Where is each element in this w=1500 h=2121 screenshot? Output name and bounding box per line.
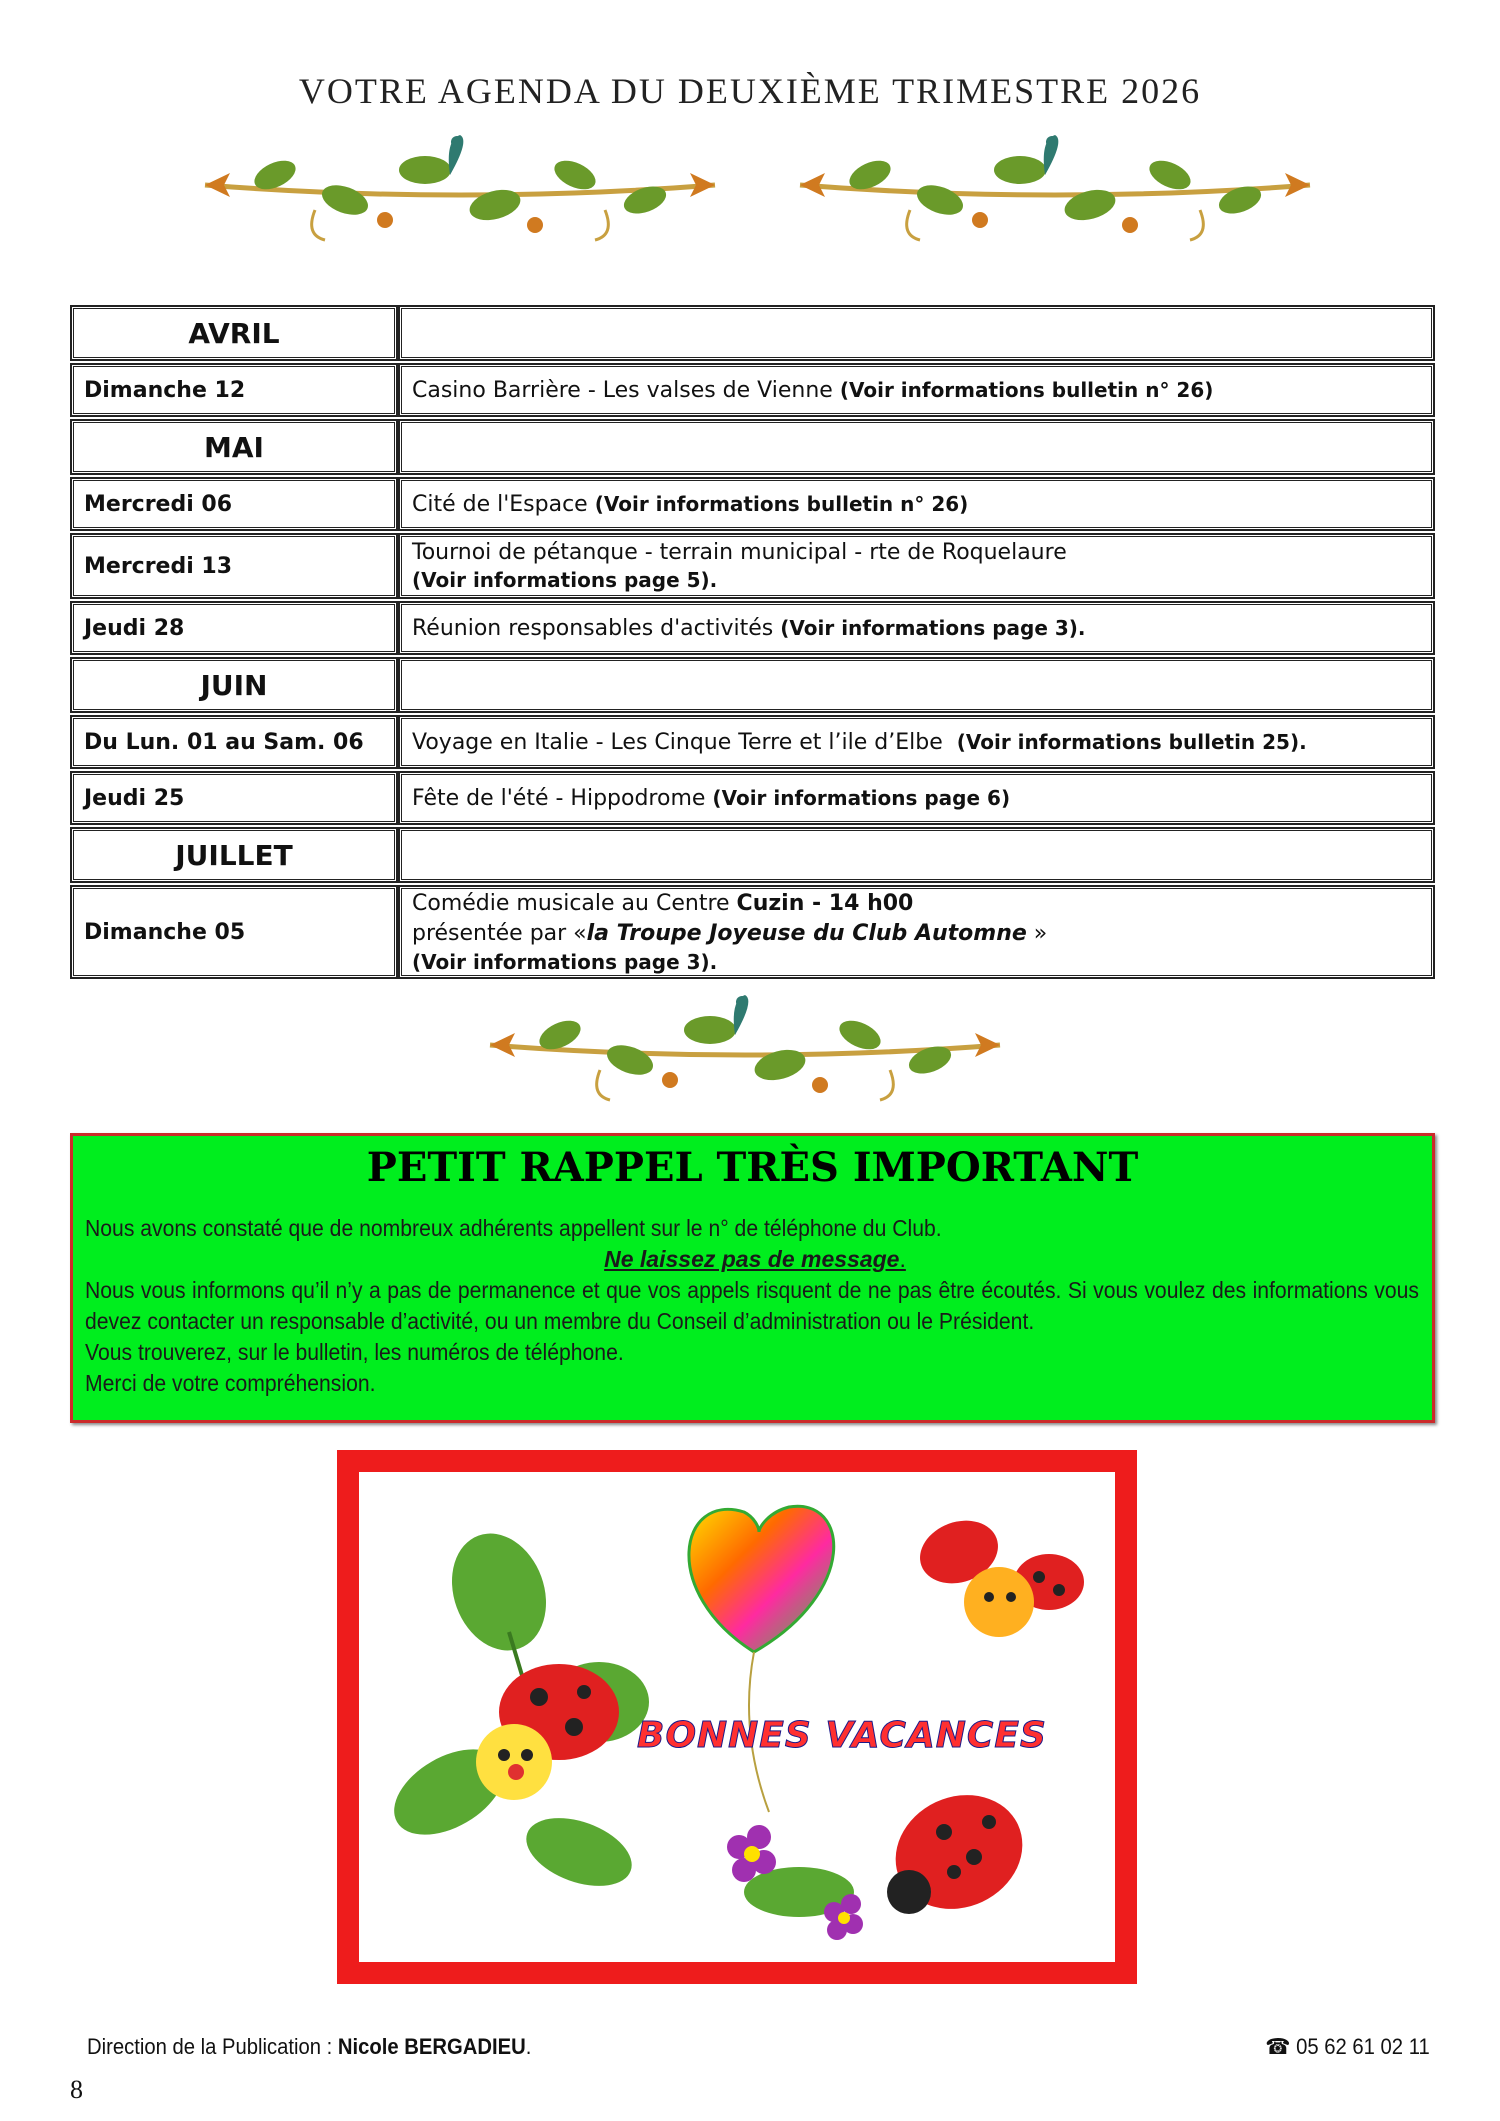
event-ref: (Voir informations page 3). — [780, 615, 1086, 640]
month-label: MAI — [70, 419, 398, 475]
reminder-warning-end: . — [899, 1246, 906, 1272]
table-row — [70, 771, 1435, 825]
event-ref: (Voir informations bulletin 25). — [956, 729, 1307, 754]
event-line-2 — [412, 919, 1421, 949]
vacances-illustration — [337, 1450, 1137, 1984]
garland-left-ornament — [195, 130, 725, 260]
heart-balloon-icon — [689, 1506, 834, 1652]
event-date: Jeudi 25 — [70, 771, 398, 825]
event-text: Casino Barrière - Les valses de Vienne — [412, 377, 833, 403]
event-description — [398, 771, 1435, 825]
month-row-mai — [70, 419, 1435, 475]
event-venue-time: Cuzin - 14 h00 — [736, 891, 914, 916]
garland-right-ornament — [790, 130, 1320, 260]
event-text: présentée par « — [412, 921, 587, 946]
event-ref: (Voir informations bulletin n° 26) — [594, 491, 969, 516]
event-description — [398, 363, 1435, 417]
event-date: Du Lun. 01 au Sam. 06 — [70, 715, 398, 769]
month-row-avril — [70, 305, 1435, 361]
event-text: Comédie musicale au Centre — [412, 891, 737, 916]
event-troupe-name: la Troupe Joyeuse du Club Automne — [586, 921, 1027, 946]
event-description — [398, 885, 1435, 979]
footer-director-name: Nicole BERGADIEU — [337, 2034, 526, 2059]
event-date: Mercredi 06 — [70, 477, 398, 531]
footer-phone — [1266, 2034, 1430, 2060]
event-description — [398, 477, 1435, 531]
reminder-box — [70, 1133, 1435, 1423]
flower-cluster-icon — [727, 1825, 863, 1940]
event-text: Réunion responsables d'activités — [412, 615, 774, 641]
ladybug-bottom-right-icon — [877, 1775, 1041, 1930]
event-description — [398, 533, 1435, 599]
vacances-inner — [359, 1472, 1115, 1962]
reminder-warning — [85, 1244, 1425, 1275]
month-label: JUIN — [70, 657, 398, 713]
month-filler — [398, 827, 1435, 883]
event-ref: (Voir informations bulletin n° 26) — [839, 377, 1214, 402]
reminder-paragraph-4: Vous trouverez, sur le bulletin, les numéros de téléphone. — [85, 1339, 624, 1365]
event-line-1 — [412, 889, 1421, 919]
footer-phone-number: 05 62 61 02 11 — [1296, 2034, 1430, 2059]
reminder-paragraph-1: Nous avons constaté que de nombreux adhérents appellent sur le n° de téléphone du Club. — [85, 1215, 942, 1241]
table-row — [70, 477, 1435, 531]
event-text: Voyage en Italie - Les Cinque Terre et l’ile d’Elbe — [412, 729, 943, 755]
ladybug-top-right-icon — [911, 1510, 1084, 1637]
garland-center-ornament — [480, 990, 1010, 1120]
telephone-icon: ☎ — [1265, 2034, 1291, 2059]
table-row — [70, 715, 1435, 769]
table-row — [70, 533, 1435, 599]
month-label: JUILLET — [70, 827, 398, 883]
table-row — [70, 885, 1435, 979]
reminder-heading: PETIT RAPPEL TRÈS IMPORTANT — [366, 1144, 1139, 1191]
event-date: Dimanche 05 — [70, 885, 398, 979]
event-text-end: » — [1026, 921, 1048, 946]
page-number: 8 — [70, 2075, 83, 2104]
reminder-paragraph-3: Nous vous informons qu’il n’y a pas de permanence et que vos appels risquent de ne pas être écoutés. Si vous voulez des informations vous devez contacter un responsable d’activité, ou un membre du Conseil d’administration ou le Président. — [85, 1277, 1419, 1334]
event-text: Tournoi de pétanque - terrain municipal - rte de Roquelaure — [412, 540, 1067, 565]
event-ref: (Voir informations page 3). — [412, 950, 718, 974]
month-row-juillet — [70, 827, 1435, 883]
event-date: Mercredi 13 — [70, 533, 398, 599]
event-ref: (Voir informations page 5). — [412, 568, 718, 592]
reminder-paragraph-5: Merci de votre compréhension. — [85, 1370, 376, 1396]
event-ref: (Voir informations page 6) — [712, 785, 1011, 810]
month-filler — [398, 657, 1435, 713]
page-title: VOTRE AGENDA DU DEUXIÈME TRIMESTRE 2026 — [298, 71, 1202, 111]
event-date: Dimanche 12 — [70, 363, 398, 417]
reminder-warning-text: Ne laissez pas de message — [604, 1246, 900, 1272]
footer-name-end: . — [525, 2034, 532, 2059]
ladybug-left-icon — [476, 1664, 619, 1800]
month-filler — [398, 305, 1435, 361]
event-text: Fête de l'été - Hippodrome — [412, 785, 706, 811]
vacances-picture — [359, 1472, 1115, 1962]
vacances-text: BONNES VACANCES — [637, 1715, 1047, 1756]
table-row — [70, 363, 1435, 417]
month-row-juin — [70, 657, 1435, 713]
event-date: Jeudi 28 — [70, 601, 398, 655]
footer-publication — [87, 2034, 531, 2060]
month-filler — [398, 419, 1435, 475]
event-text: Cité de l'Espace — [412, 491, 588, 517]
agenda-table — [70, 303, 1435, 981]
month-label: AVRIL — [70, 305, 398, 361]
event-description — [398, 715, 1435, 769]
event-description — [398, 601, 1435, 655]
table-row — [70, 601, 1435, 655]
footer-label: Direction de la Publication : — [87, 2034, 338, 2059]
